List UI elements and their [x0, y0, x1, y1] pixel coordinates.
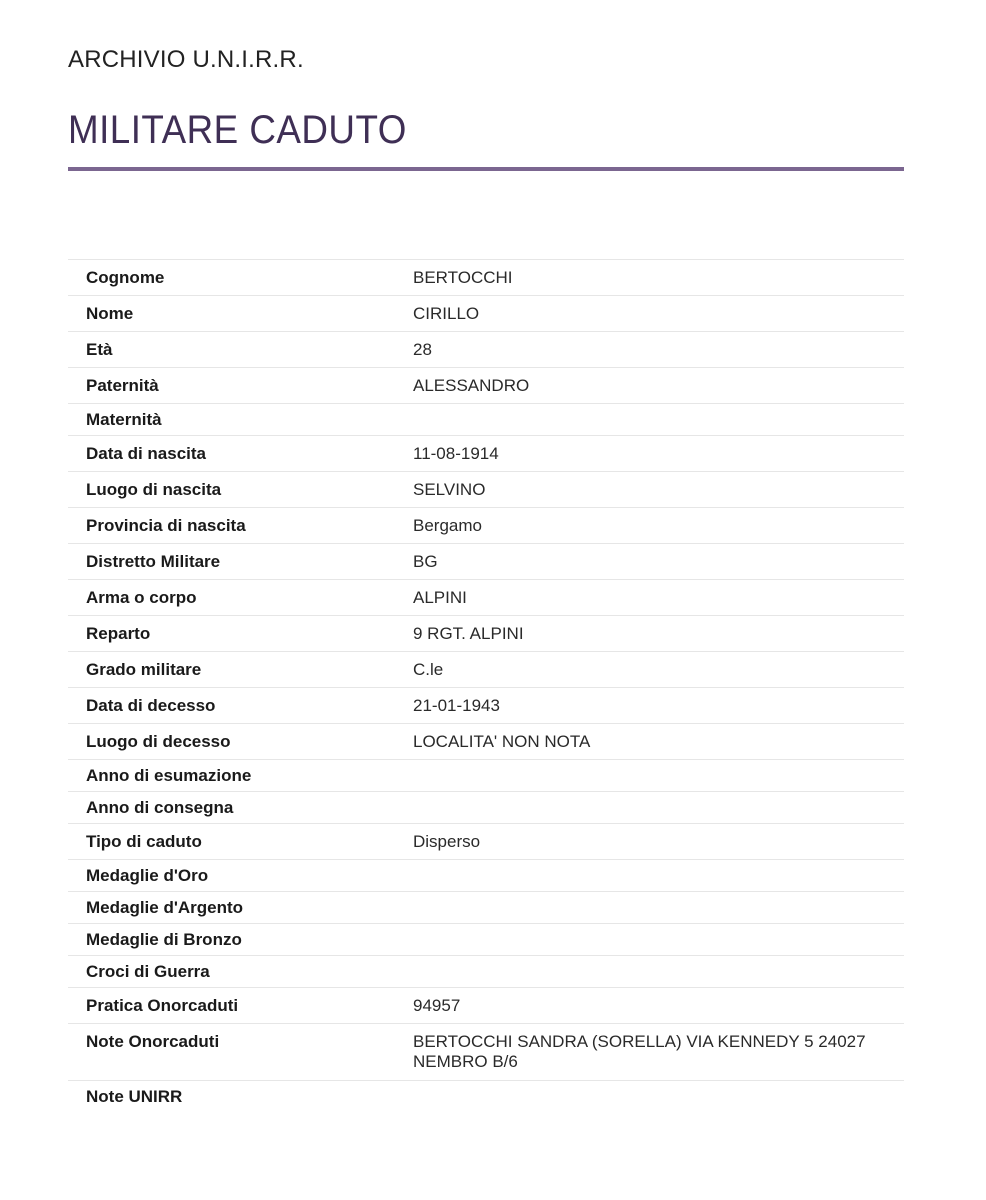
- field-label: Medaglie d'Oro: [86, 866, 209, 885]
- record-row: [68, 616, 904, 652]
- field-value: 9 RGT. ALPINI: [413, 624, 524, 643]
- field-value: BERTOCCHI SANDRA (SORELLA) VIA KENNEDY 5 24027 NEMBRO B/6: [413, 1032, 866, 1071]
- field-value: [413, 404, 904, 436]
- record-row: [68, 544, 904, 580]
- field-label: Grado militare: [86, 660, 202, 679]
- field-value: BERTOCCHI: [413, 268, 513, 287]
- record-row: [68, 860, 904, 892]
- field-value: [413, 1081, 904, 1113]
- record-row: [68, 892, 904, 924]
- record-table: [68, 259, 904, 1112]
- field-label: Arma o corpo: [86, 588, 197, 607]
- field-label: Nome: [86, 304, 134, 323]
- field-value: 28: [413, 340, 432, 359]
- field-label: Medaglie di Bronzo: [86, 930, 242, 949]
- record-row: [68, 508, 904, 544]
- field-value: LOCALITA' NON NOTA: [413, 732, 591, 751]
- field-label: Paternità: [86, 376, 159, 395]
- record-table-body: [68, 260, 904, 1113]
- field-label: Provincia di nascita: [86, 516, 246, 535]
- field-label: Distretto Militare: [86, 552, 221, 571]
- field-label: Medaglie d'Argento: [86, 898, 244, 917]
- record-row: [68, 368, 904, 404]
- field-value: 94957: [413, 996, 461, 1015]
- field-label: Anno di esumazione: [86, 766, 252, 785]
- field-value: [413, 956, 904, 988]
- record-row: [68, 1024, 904, 1081]
- record-row: [68, 652, 904, 688]
- archive-label: ARCHIVIO U.N.I.R.R.: [68, 46, 304, 73]
- field-label: Tipo di caduto: [86, 832, 202, 851]
- field-value: 21-01-1943: [413, 696, 500, 715]
- record-row: [68, 956, 904, 988]
- field-label: Reparto: [86, 624, 151, 643]
- field-label: Età: [86, 340, 113, 359]
- field-label: Note UNIRR: [86, 1087, 183, 1106]
- field-value: [413, 892, 904, 924]
- field-value: [413, 860, 904, 892]
- record-row: [68, 296, 904, 332]
- field-label: Data di nascita: [86, 444, 206, 463]
- field-label: Cognome: [86, 268, 165, 287]
- field-value: ALPINI: [413, 588, 467, 607]
- record-row: [68, 404, 904, 436]
- field-value: BG: [413, 552, 438, 571]
- field-value: Bergamo: [413, 516, 482, 535]
- record-row: [68, 792, 904, 824]
- field-label: Anno di consegna: [86, 798, 234, 817]
- field-value: [413, 924, 904, 956]
- page-title: MILITARE CADUTO: [68, 108, 407, 152]
- field-label: Croci di Guerra: [86, 962, 210, 981]
- field-label: Pratica Onorcaduti: [86, 996, 239, 1015]
- field-value: [413, 760, 904, 792]
- field-label: Luogo di nascita: [86, 480, 222, 499]
- record-row: [68, 332, 904, 368]
- field-label: Maternità: [86, 410, 162, 429]
- record-row: [68, 436, 904, 472]
- record-row: [68, 1081, 904, 1113]
- field-value: SELVINO: [413, 480, 486, 499]
- field-value: C.le: [413, 660, 444, 679]
- record-row: [68, 760, 904, 792]
- record-row: [68, 824, 904, 860]
- record-row: [68, 924, 904, 956]
- record-row: [68, 472, 904, 508]
- field-value: Disperso: [413, 832, 481, 851]
- title-divider: [68, 167, 904, 171]
- record-row: [68, 988, 904, 1024]
- field-label: Note Onorcaduti: [86, 1032, 220, 1051]
- field-value: [413, 792, 904, 824]
- field-label: Data di decesso: [86, 696, 216, 715]
- field-value: CIRILLO: [413, 304, 480, 323]
- record-row: [68, 260, 904, 296]
- field-value: ALESSANDRO: [413, 376, 530, 395]
- record-row: [68, 580, 904, 616]
- field-value: 11-08-1914: [413, 444, 499, 463]
- record-row: [68, 688, 904, 724]
- field-label: Luogo di decesso: [86, 732, 231, 751]
- record-row: [68, 724, 904, 760]
